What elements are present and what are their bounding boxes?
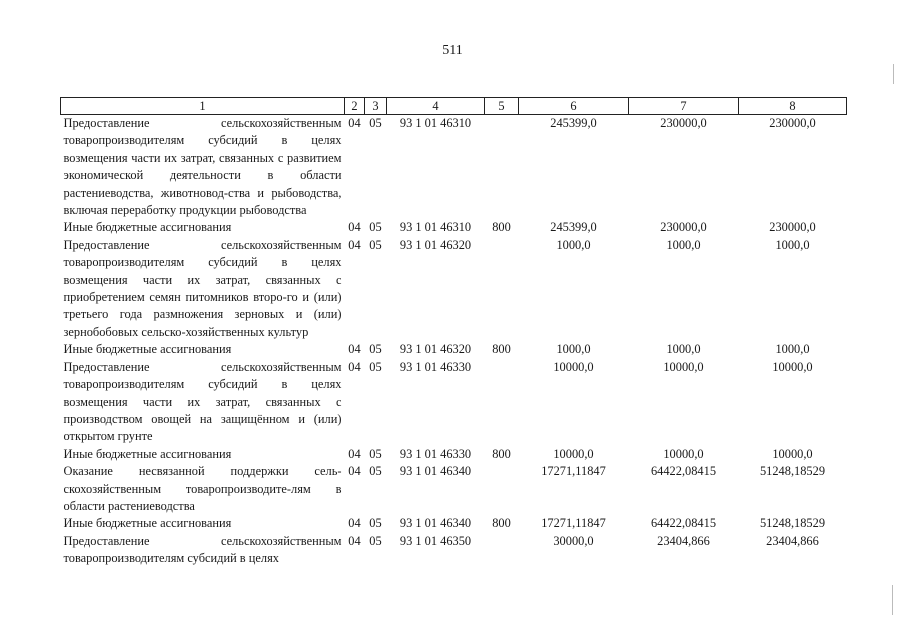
expense-type-code bbox=[485, 237, 519, 341]
expense-type-code: 800 bbox=[492, 342, 511, 357]
target-article-code: 93 1 01 46350 bbox=[399, 533, 472, 548]
scan-artifact bbox=[892, 585, 893, 615]
subsection-code: 05 bbox=[369, 359, 382, 374]
section-code: 04 bbox=[348, 533, 361, 548]
target-article-code: 93 1 01 46310 bbox=[399, 220, 472, 235]
amount-col-7: 10000,0 bbox=[663, 446, 704, 461]
subsection-code: 05 bbox=[369, 464, 382, 479]
column-header: 2 bbox=[345, 98, 365, 115]
row-name: Иные бюджетные ассигнования bbox=[63, 446, 232, 461]
table-row bbox=[61, 237, 847, 341]
header-row bbox=[61, 98, 847, 115]
target-article-code: 93 1 01 46320 bbox=[399, 237, 472, 252]
target-article-code: 93 1 01 46340 bbox=[399, 516, 472, 531]
subsection-code: 05 bbox=[369, 533, 382, 548]
target-article-code: 93 1 01 46330 bbox=[399, 446, 472, 461]
section-code: 04 bbox=[348, 516, 361, 531]
column-header: 6 bbox=[519, 98, 629, 115]
row-name: Предоставление сельскохозяйственным товаропроизводителям субсидий в целях возмещения части их затрат, связанных с приобретением семян питомников второ-го и (или) третьего года размножения зерновых и (или) зернобобовых сельско-хозяйственных культур bbox=[63, 237, 342, 339]
table-row bbox=[61, 219, 847, 236]
column-header: 1 bbox=[61, 98, 345, 115]
expense-type-code bbox=[485, 533, 519, 568]
subsection-code: 05 bbox=[369, 237, 382, 252]
table-row bbox=[61, 446, 847, 463]
row-name: Иные бюджетные ассигнования bbox=[63, 220, 232, 235]
amount-col-8: 230000,0 bbox=[769, 116, 816, 130]
amount-col-6: 17271,11847 bbox=[541, 516, 606, 531]
amount-col-7: 23404,866 bbox=[657, 533, 710, 548]
column-header: 7 bbox=[629, 98, 739, 115]
expense-type-code: 800 bbox=[492, 446, 511, 461]
amount-col-8: 23404,866 bbox=[766, 533, 819, 548]
amount-col-6: 1000,0 bbox=[556, 342, 591, 357]
expense-type-code: 800 bbox=[492, 516, 511, 531]
amount-col-8: 1000,0 bbox=[775, 342, 810, 357]
row-name: Иные бюджетные ассигнования bbox=[63, 342, 232, 357]
scan-artifact bbox=[893, 64, 894, 84]
table-row bbox=[61, 341, 847, 358]
amount-col-8: 51248,18529 bbox=[759, 464, 826, 479]
column-header: 8 bbox=[739, 98, 847, 115]
table-row bbox=[61, 533, 847, 568]
table-row bbox=[61, 359, 847, 446]
amount-col-6: 10000,0 bbox=[553, 446, 594, 461]
amount-col-7: 64422,08415 bbox=[650, 516, 717, 531]
amount-col-6: 245399,0 bbox=[550, 116, 597, 130]
amount-col-7: 1000,0 bbox=[666, 237, 701, 252]
subsection-code: 05 bbox=[369, 220, 382, 235]
section-code: 04 bbox=[348, 220, 361, 235]
amount-col-7: 230000,0 bbox=[660, 116, 707, 130]
subsection-code: 05 bbox=[369, 116, 382, 130]
section-code: 04 bbox=[348, 359, 361, 374]
row-name: Предоставление сельскохозяйственным товаропроизводителям субсидий в целях возмещения части их затрат, связанных с производством овощей на защищённом и (или) открытом грунте bbox=[63, 359, 342, 444]
target-article-code: 93 1 01 46330 bbox=[399, 359, 472, 374]
table-row bbox=[61, 515, 847, 532]
amount-col-7: 230000,0 bbox=[660, 220, 707, 235]
amount-col-7: 1000,0 bbox=[666, 342, 701, 357]
row-name: Предоставление сельскохозяйственным товаропроизводителям субсидий в целях bbox=[63, 533, 342, 566]
section-code: 04 bbox=[348, 116, 361, 130]
column-header: 5 bbox=[485, 98, 519, 115]
section-code: 04 bbox=[348, 237, 361, 252]
row-name: Оказание несвязанной поддержки сель-скохозяйственным товаропроизводите-лям в области растениеводства bbox=[63, 464, 342, 513]
amount-col-6: 30000,0 bbox=[553, 533, 594, 548]
expense-type-code bbox=[485, 359, 519, 446]
subsection-code: 05 bbox=[369, 516, 382, 531]
subsection-code: 05 bbox=[369, 342, 382, 357]
column-header: 4 bbox=[387, 98, 485, 115]
column-header: 3 bbox=[365, 98, 387, 115]
row-name: Предоставление сельскохозяйственным товаропроизводителям субсидий в целях возмещения части их затрат, связанных с развитием экономической деятельности в области растениеводства, животновод-ства и рыбоводства, включая переработку продукции рыбоводства bbox=[63, 116, 342, 218]
page-number: 511 bbox=[442, 43, 463, 58]
amount-col-7: 64422,08415 bbox=[650, 464, 717, 479]
subsection-code: 05 bbox=[369, 446, 382, 461]
row-name: Иные бюджетные ассигнования bbox=[63, 516, 232, 531]
target-article-code: 93 1 01 46310 bbox=[399, 116, 472, 130]
amount-col-8: 10000,0 bbox=[772, 359, 813, 374]
expense-type-code bbox=[485, 463, 519, 515]
table-row bbox=[61, 115, 847, 220]
amount-col-8: 230000,0 bbox=[769, 220, 816, 235]
amount-col-6: 17271,11847 bbox=[541, 464, 606, 479]
target-article-code: 93 1 01 46340 bbox=[399, 464, 472, 479]
amount-col-6: 1000,0 bbox=[556, 237, 591, 252]
amount-col-6: 10000,0 bbox=[553, 359, 594, 374]
amount-col-8: 51248,18529 bbox=[759, 516, 826, 531]
table-row bbox=[61, 463, 847, 515]
amount-col-8: 1000,0 bbox=[775, 237, 810, 252]
expense-type-code: 800 bbox=[492, 220, 511, 235]
section-code: 04 bbox=[348, 464, 361, 479]
amount-col-8: 10000,0 bbox=[772, 446, 813, 461]
target-article-code: 93 1 01 46320 bbox=[399, 342, 472, 357]
section-code: 04 bbox=[348, 342, 361, 357]
budget-table bbox=[60, 97, 847, 568]
expense-type-code bbox=[485, 115, 519, 220]
amount-col-7: 10000,0 bbox=[663, 359, 704, 374]
section-code: 04 bbox=[348, 446, 361, 461]
amount-col-6: 245399,0 bbox=[550, 220, 597, 235]
